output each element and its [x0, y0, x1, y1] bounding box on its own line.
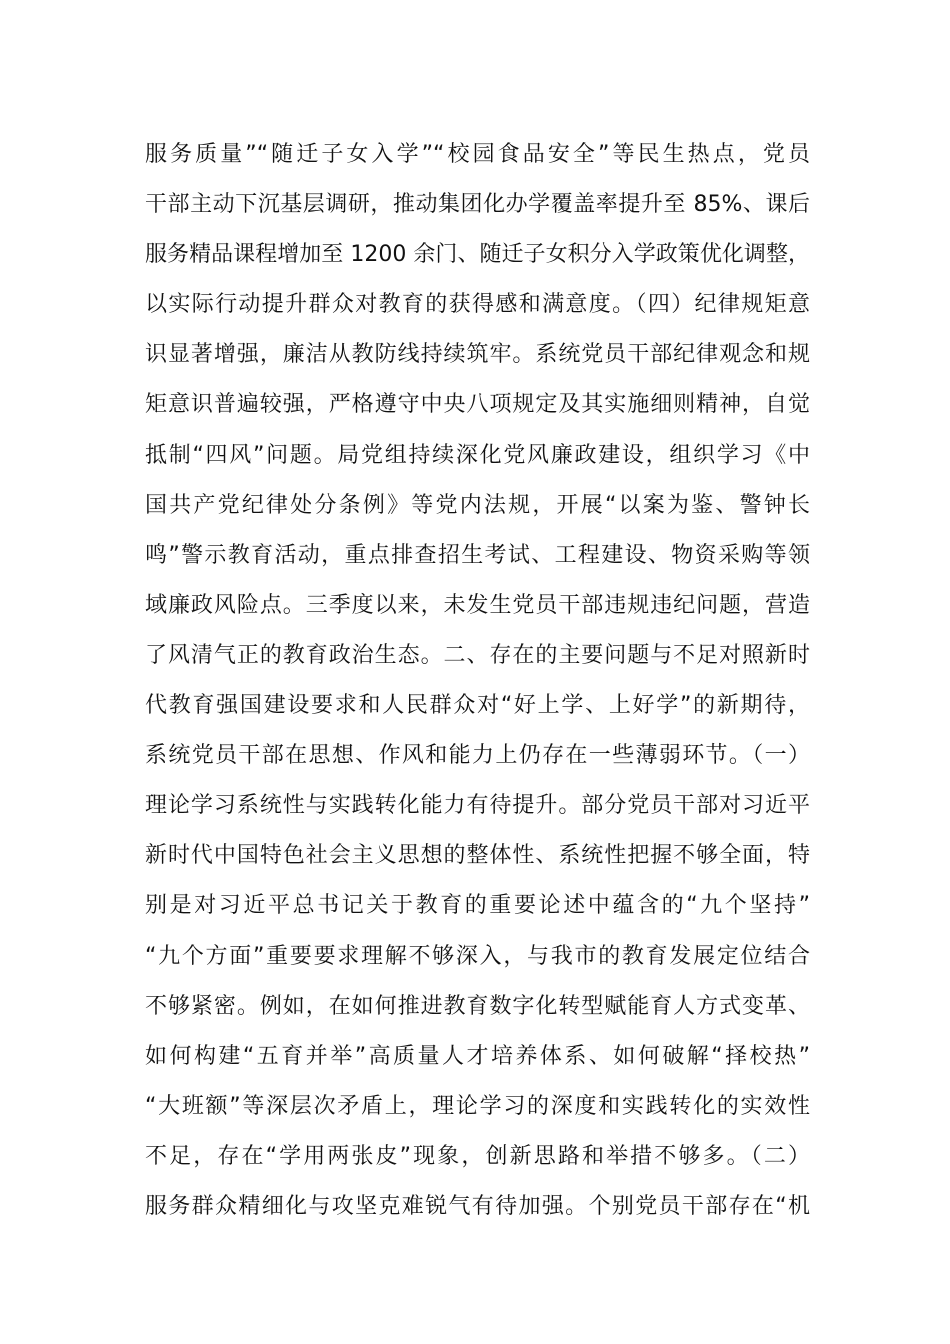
text-line: 干部主动下沉基层调研，推动集团化办学覆盖率提升至 85%、课后: [145, 192, 810, 218]
text-line: 服务群众精细化与攻坚克难锐气有待加强。个别党员干部存在“机: [145, 1193, 810, 1219]
text-line: 鸣”警示教育活动，重点排查招生考试、工程建设、物资采购等领: [145, 542, 810, 568]
text-line: 服务精品课程增加至 1200 余门、随迁子女积分入学政策优化调整，: [145, 242, 810, 268]
text-line: 抵制“四风”问题。局党组持续深化党风廉政建设，组织学习《中: [145, 442, 810, 468]
text-line: 不足，存在“学用两张皮”现象，创新思路和举措不够多。（二）: [145, 1143, 810, 1169]
text-line: 新时代中国特色社会主义思想的整体性、系统性把握不够全面，特: [145, 843, 810, 869]
text-line: 服务质量”“随迁子女入学”“校园食品安全”等民生热点，党员: [145, 142, 810, 167]
text-line: 理论学习系统性与实践转化能力有待提升。部分党员干部对习近平: [145, 793, 810, 819]
text-line: 矩意识普遍较强，严格遵守中央八项规定及其实施细则精神，自觉: [145, 392, 810, 418]
text-line: 系统党员干部在思想、作风和能力上仍存在一些薄弱环节。（一）: [145, 743, 810, 769]
text-line: 了风清气正的教育政治生态。二、存在的主要问题与不足对照新时: [145, 642, 810, 668]
text-line: 不够紧密。例如，在如何推进教育数字化转型赋能育人方式变革、: [145, 993, 810, 1019]
text-line: 如何构建“五育并举”高质量人才培养体系、如何破解“择校热”: [145, 1043, 810, 1069]
text-line: 别是对习近平总书记关于教育的重要论述中蕴含的“九个坚持”: [145, 893, 810, 919]
text-line: “九个方面”重要要求理解不够深入，与我市的教育发展定位结合: [145, 943, 810, 969]
text-line: 国共产党纪律处分条例》等党内法规，开展“以案为鉴、警钟长: [145, 492, 810, 518]
text-line: 代教育强国建设要求和人民群众对“好上学、上好学”的新期待，: [145, 693, 810, 719]
text-line: “大班额”等深层次矛盾上，理论学习的深度和实践转化的实效性: [145, 1093, 810, 1119]
text-line: 域廉政风险点。三季度以来，未发生党员干部违规违纪问题，营造: [145, 592, 810, 618]
text-line: 以实际行动提升群众对教育的获得感和满意度。（四）纪律规矩意: [145, 292, 810, 318]
text-line: 识显著增强，廉洁从教防线持续筑牢。系统党员干部纪律观念和规: [145, 342, 810, 368]
body-text: [145, 130, 810, 1232]
